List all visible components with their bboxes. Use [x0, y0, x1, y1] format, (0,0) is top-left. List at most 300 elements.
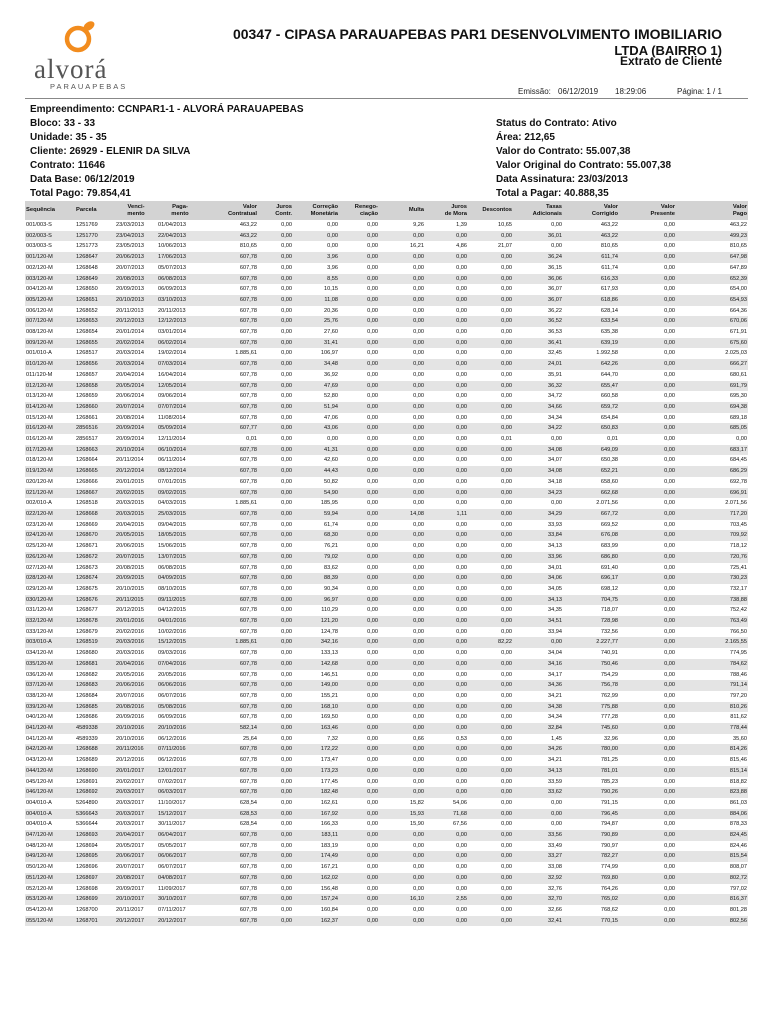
table-cell: 1268655	[76, 339, 98, 346]
table-cell: 2.227,77	[596, 639, 618, 646]
table-cell: 2.071,56	[596, 500, 618, 507]
table-cell: 774,95	[729, 650, 747, 657]
table-cell: 696,17	[600, 575, 618, 582]
table-cell: 04/08/2017	[158, 874, 186, 881]
table-cell: 0,00	[456, 254, 467, 261]
header-divider	[25, 98, 748, 99]
table-cell: 0,00	[501, 286, 512, 293]
table-cell: 32,92	[548, 874, 562, 881]
table-cell: 607,78	[239, 286, 257, 293]
table-cell: 0,00	[664, 607, 675, 614]
table-row	[25, 670, 748, 681]
table-cell: 1251770	[76, 232, 98, 239]
table-cell: 0,00	[501, 607, 512, 614]
table-cell: 756,78	[600, 682, 618, 689]
table-cell: 20/01/2015	[116, 478, 144, 485]
table-cell: 20/06/2014	[116, 393, 144, 400]
table-cell: 039/120-M	[26, 703, 53, 710]
table-cell: 2856517	[76, 436, 98, 443]
table-cell: 22/04/2013	[158, 232, 186, 239]
table-cell: 781,25	[600, 757, 618, 764]
table-row	[25, 605, 748, 616]
table-cell: 0,00	[413, 275, 424, 282]
table-cell: 021/120-M	[26, 489, 53, 496]
table-cell: 667,72	[600, 510, 618, 517]
table-cell: 0,00	[456, 874, 467, 881]
table-cell: 815,46	[729, 757, 747, 764]
table-cell: 0,00	[456, 650, 467, 657]
table-cell: 607,78	[239, 607, 257, 614]
table-cell: 0,00	[501, 553, 512, 560]
table-cell: 0,00	[456, 275, 467, 282]
table-cell: 0,00	[413, 725, 424, 732]
table-cell: 0,00	[456, 564, 467, 571]
table-cell: 0,00	[413, 393, 424, 400]
column-header: Taxas Adicionais	[513, 201, 563, 220]
table-cell: 0,00	[664, 275, 675, 282]
table-cell: 686,29	[729, 468, 747, 475]
table-cell: 766,50	[729, 628, 747, 635]
table-cell: 691,79	[729, 382, 747, 389]
column-header: Sequência	[25, 201, 75, 220]
table-cell: 0,00	[456, 832, 467, 839]
table-cell: 07/04/2016	[158, 660, 186, 667]
table-cell: 0,00	[413, 703, 424, 710]
table-cell: 740,91	[600, 650, 618, 657]
table-cell: 0,00	[456, 329, 467, 336]
table-cell: 15,93	[410, 810, 424, 817]
table-row	[25, 819, 748, 830]
table-cell: 054/120-M	[26, 907, 53, 913]
table-cell: 012/120-M	[26, 382, 53, 389]
table-cell: 611,74	[601, 254, 618, 261]
table-cell: 0,00	[281, 778, 292, 785]
table-cell: 20/03/2014	[116, 350, 144, 357]
table-cell: 810,26	[729, 703, 747, 710]
table-cell: 07/02/2017	[158, 778, 186, 785]
table-row	[25, 359, 748, 370]
table-cell: 607,78	[239, 864, 257, 871]
table-cell: 0,00	[664, 853, 675, 860]
table-cell: 2.165,55	[725, 639, 747, 646]
table-cell: 20/01/2014	[116, 329, 144, 336]
table-cell: 06/11/2014	[158, 457, 186, 464]
table-cell: 0,00	[551, 243, 562, 250]
table-cell: 20/07/2013	[116, 264, 144, 271]
table-cell: 709,92	[729, 532, 747, 539]
table-cell: 342,16	[320, 639, 338, 646]
table-row	[25, 691, 748, 702]
table-cell: 050/120-M	[26, 864, 53, 871]
table-cell: 0,00	[456, 436, 467, 443]
table-cell: 0,00	[456, 842, 467, 849]
table-cell: 607,78	[239, 489, 257, 496]
table-cell: 607,78	[239, 746, 257, 753]
table-cell: 0,00	[367, 735, 378, 742]
contrato: Contrato: 11646	[30, 160, 106, 171]
table-cell: 750,46	[600, 660, 618, 667]
table-cell: 0,00	[413, 489, 424, 496]
table-body	[25, 220, 748, 926]
table-cell: 0,00	[281, 618, 292, 625]
table-cell: 0,00	[664, 232, 675, 239]
table-cell: 499,23	[729, 232, 747, 239]
table-cell: 647,98	[729, 254, 747, 261]
table-cell: 30/11/2017	[158, 821, 186, 828]
table-row	[25, 402, 748, 413]
table-cell: 07/11/2016	[158, 746, 186, 753]
table-cell: 0,00	[664, 318, 675, 325]
table-cell: 20/12/2014	[116, 468, 144, 475]
table-cell: 670,06	[729, 318, 747, 325]
table-cell: 0,00	[501, 821, 512, 828]
table-cell: 810,65	[600, 243, 618, 250]
table-cell: 0,00	[456, 853, 467, 860]
table-cell: 15/12/2017	[158, 810, 186, 817]
table-cell: 0,00	[281, 543, 292, 550]
table-cell: 0,00	[501, 585, 512, 592]
table-cell: 185,95	[320, 500, 338, 507]
table-row	[25, 873, 748, 884]
table-cell: 34,22	[548, 425, 562, 432]
table-cell: 884,06	[729, 810, 747, 817]
table-cell: 002/003-S	[26, 232, 52, 239]
table-cell: 0,00	[281, 403, 292, 410]
table-cell: 0,00	[281, 478, 292, 485]
table-cell: 3,96	[327, 264, 338, 271]
table-cell: 15,82	[410, 799, 424, 806]
table-cell: 003/003-S	[26, 243, 52, 250]
table-cell: 607,78	[239, 874, 257, 881]
table-cell: 163,46	[320, 725, 338, 732]
table-cell: 0,00	[327, 243, 338, 250]
table-cell: 0,53	[456, 735, 467, 742]
table-cell: 0,00	[281, 232, 292, 239]
table-cell: 20/05/2016	[158, 671, 186, 678]
table-cell: 0,00	[281, 735, 292, 742]
table-cell: 0,00	[367, 436, 378, 443]
table-cell: 0,00	[367, 917, 378, 924]
table-cell: 33,96	[548, 553, 562, 560]
table-cell: 628,54	[239, 799, 257, 806]
table-cell: 1268519	[76, 639, 98, 646]
table-cell: 10,15	[324, 286, 338, 293]
table-cell: 607,78	[239, 757, 257, 764]
table-cell: 003/120-M	[26, 275, 53, 282]
table-cell: 618,86	[600, 296, 618, 303]
table-cell: 0,00	[501, 457, 512, 464]
table-cell: 815,14	[729, 767, 747, 774]
table-cell: 0,00	[456, 382, 467, 389]
table-cell: 11/08/2014	[158, 414, 186, 421]
table-cell: 775,88	[600, 703, 618, 710]
table-cell: 810,65	[729, 243, 747, 250]
table-cell: 0,00	[281, 307, 292, 314]
table-cell: 607,78	[239, 682, 257, 689]
table-cell: 791,14	[729, 682, 747, 689]
table-cell: 0,00	[501, 799, 512, 806]
table-cell: 0,00	[664, 382, 675, 389]
table-cell: 607,78	[239, 896, 257, 903]
table-cell: 18/05/2015	[158, 532, 186, 539]
table-cell: 31,41	[324, 339, 338, 346]
table-cell: 0,00	[664, 896, 675, 903]
table-cell: 1268692	[76, 789, 98, 796]
table-cell: 0,00	[413, 478, 424, 485]
table-cell: 0,00	[281, 907, 292, 913]
table-cell: 0,00	[281, 393, 292, 400]
table-cell: 20/05/2016	[116, 671, 144, 678]
table-cell: 695,30	[729, 393, 747, 400]
table-cell: 0,00	[501, 350, 512, 357]
table-cell: 730,23	[729, 575, 747, 582]
table-cell: 607,78	[239, 361, 257, 368]
table-cell: 0,00	[664, 553, 675, 560]
table-cell: 765,02	[600, 896, 618, 903]
table-cell: 0,00	[501, 735, 512, 742]
table-cell: 607,78	[239, 414, 257, 421]
table-cell: 0,00	[367, 703, 378, 710]
table-cell: 659,72	[600, 403, 618, 410]
table-cell: 20/02/2014	[116, 339, 144, 346]
column-header: Paga- mento	[157, 201, 203, 220]
table-cell: 628,53	[239, 810, 257, 817]
table-cell: 5366644	[76, 821, 98, 828]
table-row	[25, 477, 748, 488]
table-cell: 607,78	[239, 254, 257, 261]
table-row	[25, 327, 748, 338]
table-cell: 0,00	[367, 907, 378, 913]
table-cell: 0,00	[501, 853, 512, 860]
table-cell: 20/02/2017	[116, 778, 144, 785]
table-cell: 001/010-A	[26, 350, 52, 357]
table-cell: 686,80	[600, 553, 618, 560]
table-cell: 0,00	[664, 361, 675, 368]
table-cell: 010/120-M	[26, 361, 53, 368]
table-cell: 0,00	[456, 725, 467, 732]
table-cell: 1268683	[76, 682, 98, 689]
table-cell: 20/06/2016	[116, 682, 144, 689]
table-cell: 655,47	[600, 382, 618, 389]
table-cell: 1268658	[76, 382, 98, 389]
cliente: Cliente: 26929 - ELENIR DA SILVA	[30, 146, 191, 157]
table-cell: 0,00	[664, 885, 675, 892]
table-cell: 764,26	[600, 885, 618, 892]
table-cell: 20/10/2013	[116, 296, 144, 303]
table-cell: 155,21	[320, 692, 338, 699]
table-cell: 802,56	[729, 917, 747, 924]
table-cell: 463,22	[239, 232, 257, 239]
table-cell: 83,62	[324, 564, 338, 571]
table-cell: 607,78	[239, 382, 257, 389]
table-cell: 07/01/2015	[158, 478, 186, 485]
table-row	[25, 841, 748, 852]
table-cell: 32,76	[548, 885, 562, 892]
table-cell: 582,14	[239, 725, 257, 732]
table-cell: 0,00	[501, 596, 512, 603]
table-cell: 0,00	[281, 874, 292, 881]
table-cell: 19/02/2014	[158, 350, 186, 357]
table-cell: 633,54	[600, 318, 618, 325]
table-cell: 0,00	[413, 521, 424, 528]
table-cell: 34,16	[548, 660, 562, 667]
table-cell: 09/11/2015	[158, 596, 186, 603]
table-cell: 652,21	[600, 468, 618, 475]
table-cell: 0,00	[456, 286, 467, 293]
table-cell: 06/04/2017	[158, 832, 186, 839]
table-cell: 044/120-M	[26, 767, 53, 774]
table-cell: 20/01/2017	[116, 767, 144, 774]
table-cell: 44,43	[324, 468, 338, 475]
table-cell: 0,00	[664, 628, 675, 635]
table-row	[25, 862, 748, 873]
table-cell: 024/120-M	[26, 532, 53, 539]
table-cell: 0,00	[551, 810, 562, 817]
table-cell: 23/04/2013	[116, 232, 144, 239]
table-cell: 0,00	[456, 361, 467, 368]
table-cell: 049/120-M	[26, 853, 53, 860]
table-cell: 20/11/2015	[116, 596, 144, 603]
table-cell: 33,84	[548, 532, 562, 539]
table-cell: 0,00	[664, 799, 675, 806]
table-cell: 36,15	[548, 264, 562, 271]
emission-date: 06/12/2019	[558, 87, 599, 96]
table-cell: 011/120-M	[26, 371, 53, 378]
table-cell: 607,78	[239, 329, 257, 336]
table-cell: 0,00	[501, 264, 512, 271]
table-cell: 644,70	[600, 371, 618, 378]
table-cell: 34,23	[548, 489, 562, 496]
table-cell: 780,00	[600, 746, 618, 753]
document-title: 00347 - CIPASA PARAUAPEBAS PAR1 DESENVOLVIMENTO IMOBILIARIO	[232, 26, 722, 42]
table-cell: 0,00	[664, 350, 675, 357]
table-cell: 2,55	[456, 896, 467, 903]
table-cell: 0,00	[501, 864, 512, 871]
table-cell: 037/120-M	[26, 682, 53, 689]
table-cell: 0,00	[551, 222, 562, 228]
table-cell: 10,65	[498, 222, 512, 228]
table-cell: 628,54	[239, 821, 257, 828]
installments-table	[25, 201, 748, 926]
table-cell: 0,00	[664, 650, 675, 657]
column-header: Valor Presente	[619, 201, 676, 220]
table-cell: 24,01	[548, 361, 562, 368]
header-row	[25, 201, 748, 220]
table-row	[25, 231, 748, 242]
table-cell: 0,00	[456, 553, 467, 560]
table-cell: 67,56	[453, 821, 467, 828]
table-cell: 0,00	[413, 864, 424, 871]
document-subtitle: Extrato de Cliente	[619, 54, 722, 68]
table-cell: 0,00	[281, 757, 292, 764]
table-cell: 20/01/2016	[116, 618, 144, 625]
table-cell: 038/120-M	[26, 692, 53, 699]
table-cell: 142,68	[320, 660, 338, 667]
table-cell: 0,00	[501, 832, 512, 839]
table-cell: 0,00	[413, 907, 424, 913]
table-cell: 34,17	[548, 671, 562, 678]
table-cell: 0,00	[456, 714, 467, 721]
table-cell: 0,00	[664, 564, 675, 571]
table-cell: 0,00	[413, 371, 424, 378]
table-cell: 0,00	[367, 692, 378, 699]
table-cell: 20/03/2015	[116, 510, 144, 517]
table-cell: 1268654	[76, 329, 98, 336]
table-row	[25, 348, 748, 359]
table-cell: 34,48	[324, 361, 338, 368]
table-cell: 1.885,61	[235, 500, 257, 507]
table-cell: 1268693	[76, 832, 98, 839]
table-cell: 34,05	[548, 585, 562, 592]
column-header: Juros Contr.	[258, 201, 293, 220]
table-cell: 15/12/2015	[158, 639, 186, 646]
table-cell: 0,00	[367, 446, 378, 453]
table-cell: 1,11	[456, 510, 467, 517]
table-cell: 06/08/2015	[158, 564, 186, 571]
table-cell: 0,00	[367, 350, 378, 357]
table-cell: 0,00	[367, 660, 378, 667]
table-cell: 717,20	[729, 510, 747, 517]
table-cell: 639,19	[600, 339, 618, 346]
table-cell: 1,39	[456, 222, 467, 228]
table-cell: 20/03/2017	[116, 789, 144, 796]
table-cell: 133,13	[320, 650, 338, 657]
table-row	[25, 755, 748, 766]
table-cell: 20/11/2017	[116, 907, 144, 913]
table-cell: 768,62	[600, 907, 618, 913]
table-cell: 1268679	[76, 628, 98, 635]
table-cell: 0,00	[281, 896, 292, 903]
table-cell: 06/12/2016	[158, 735, 186, 742]
table-cell: 0,00	[281, 350, 292, 357]
table-cell: 607,78	[239, 264, 257, 271]
table-cell: 0,00	[413, 329, 424, 336]
table-cell: 0,00	[501, 842, 512, 849]
table-cell: 0,00	[456, 307, 467, 314]
table-cell: 0,00	[664, 521, 675, 528]
table-cell: 0,00	[327, 222, 338, 228]
table-cell: 36,92	[324, 371, 338, 378]
table-cell: 0,00	[413, 350, 424, 357]
table-cell: 016/120-M	[26, 425, 53, 432]
table-cell: 463,22	[600, 222, 618, 228]
table-cell: 029/120-M	[26, 585, 53, 592]
table-cell: 0,00	[367, 650, 378, 657]
table-cell: 654,84	[600, 414, 618, 421]
table-cell: 0,00	[501, 767, 512, 774]
table-cell: 20/10/2015	[116, 585, 144, 592]
table-cell: 0,00	[501, 478, 512, 485]
table-cell: 0,00	[456, 639, 467, 646]
table-cell: 20/10/2016	[116, 725, 144, 732]
table-cell: 752,42	[729, 607, 747, 614]
table-cell: 0,00	[367, 885, 378, 892]
table-row	[25, 252, 748, 263]
table-cell: 20/04/2015	[116, 521, 144, 528]
table-cell: 20/03/2014	[116, 361, 144, 368]
table-cell: 0,00	[281, 296, 292, 303]
table-cell: 3,96	[327, 254, 338, 261]
table-cell: 1268649	[76, 275, 98, 282]
table-cell: 0,00	[413, 543, 424, 550]
column-header: Valor Contratual	[203, 201, 258, 220]
table-cell: 76,21	[324, 543, 338, 550]
table-cell: 0,00	[456, 371, 467, 378]
table-cell: 1268650	[76, 286, 98, 293]
table-cell: 2.025,03	[725, 350, 747, 357]
table-cell: 0,00	[281, 243, 292, 250]
table-cell: 0,00	[367, 393, 378, 400]
